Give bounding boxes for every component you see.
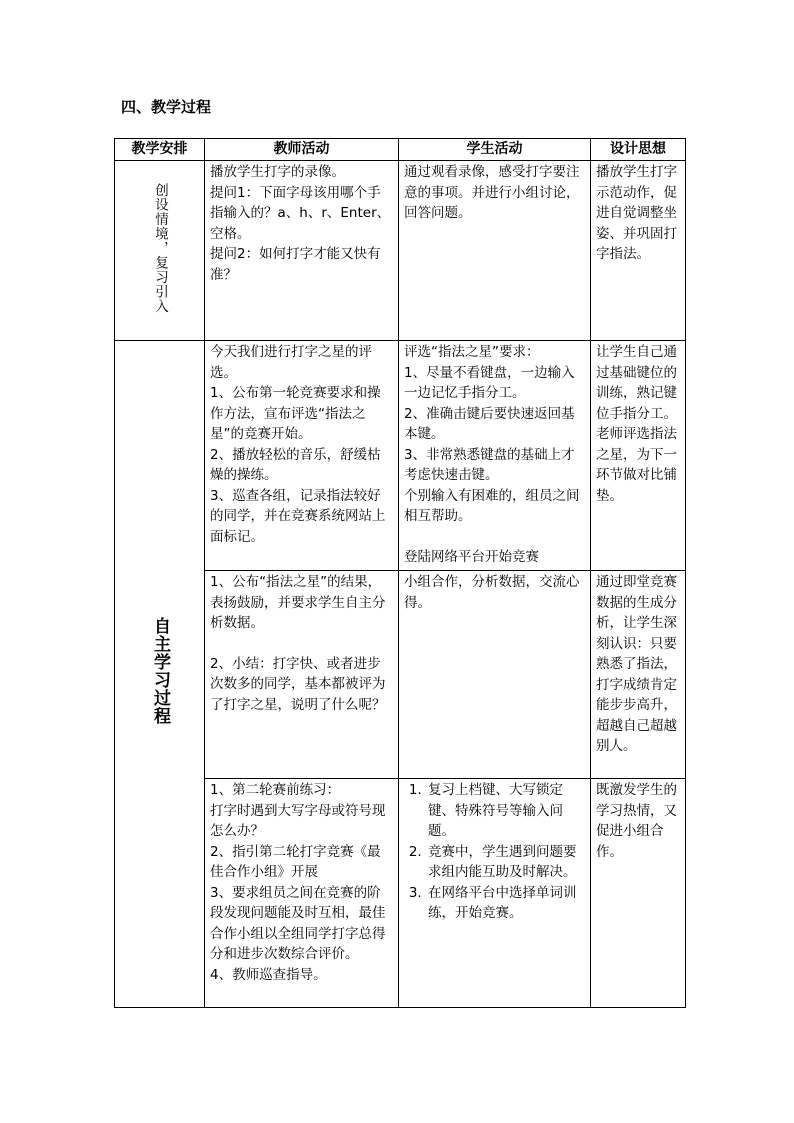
list-item: 2. 竞赛中，学生遇到问题要求组内能互助及时解决。 xyxy=(426,842,586,883)
teacher-line: 1、公布“指法之星”的结果，表扬鼓励，并要求学生自主分析数据。 xyxy=(210,574,386,631)
table-row xyxy=(115,161,686,341)
teacher-line: 1、第二轮赛前练习： xyxy=(210,782,341,798)
student-line: 登陆网络平台开始竞赛 xyxy=(404,548,539,565)
student-activity-cell xyxy=(399,341,591,571)
list-item: 1. 复习上档键、大写锁定键、特殊符号等输入问题。 xyxy=(426,780,586,842)
spacer xyxy=(210,634,394,654)
student-activity-cell xyxy=(399,779,591,1008)
student-line: 通过观看录像，感受打字要注意的事项。并进行小组讨论，回答问题。 xyxy=(404,164,580,221)
stage-label: 自主学习过程 xyxy=(150,617,170,726)
teacher-activity-cell xyxy=(205,161,399,341)
header-arrangement: 教学安排 xyxy=(115,139,205,161)
list-item: 3. 在网络平台中选择单词训练，开始竞赛。 xyxy=(426,883,586,924)
teacher-line: 今天我们进行打字之星的评选。 xyxy=(210,344,372,381)
student-line: 2、准确击键后要快速返回基本键。 xyxy=(404,405,575,442)
table-row xyxy=(115,341,686,571)
student-line: 评选“指法之星”要求： xyxy=(404,344,540,360)
design-idea-cell xyxy=(591,571,686,779)
teacher-line: 4、教师巡查指导。 xyxy=(210,966,327,983)
design-line: 播放学生打字示范动作，促进自觉调整坐姿、并巩固打字指法。 xyxy=(596,164,677,262)
student-numbered-list xyxy=(404,780,586,924)
teaching-process-table xyxy=(114,138,686,1008)
teacher-activity-cell xyxy=(205,571,399,779)
spacer xyxy=(404,527,586,547)
section-title: 四、教学过程 xyxy=(121,98,212,116)
stage-label-cell xyxy=(115,161,205,341)
teacher-line: 1、公布第一轮竞赛要求和操作方法，宣布评选“指法之星”的竞赛开始。 xyxy=(210,385,381,442)
table-header-row xyxy=(115,139,686,161)
student-line: 3、非常熟悉键盘的基础上才考虑快速击键。 xyxy=(404,446,575,483)
teacher-activity-cell xyxy=(205,341,399,571)
stage-label: 创设情境，复习引入 xyxy=(152,182,168,313)
teacher-line: 提问2：如何打字才能又快有准？ xyxy=(210,246,381,283)
design-idea-cell xyxy=(591,779,686,1008)
header-student-activity: 学生活动 xyxy=(399,139,591,161)
teacher-line: 2、小结：打字快、或者进步次数多的同学，基本都被评为了打字之星，说明了什么呢？ xyxy=(210,655,386,713)
stage-label-cell xyxy=(115,341,205,1008)
student-line: 小组合作，分析数据，交流心得。 xyxy=(404,574,580,611)
teacher-line: 播放学生打字的录像。 xyxy=(210,164,345,180)
student-line: 1、尽量不看键盘，一边输入一边记忆手指分工。 xyxy=(404,364,575,401)
teacher-line: 3、巡查各组，记录指法较好的同学，并在竞赛系统网站上面标记。 xyxy=(210,487,386,545)
teacher-activity-cell xyxy=(205,779,399,1008)
header-teacher-activity: 教师活动 xyxy=(205,139,399,161)
design-line: 既激发学生的学习热情，又促进小组合作。 xyxy=(596,782,677,860)
teacher-line: 3、要求组员之间在竞赛的阶段发现问题能及时互相，最佳合作小组以全组同学打字总得分和进步次数综合评价。 xyxy=(210,884,386,962)
student-activity-cell xyxy=(399,571,591,779)
student-activity-cell xyxy=(399,161,591,341)
design-idea-cell xyxy=(591,161,686,341)
design-idea-cell xyxy=(591,341,686,571)
teacher-line: 提问1：下面字母该用哪个手指输入的？a、h、r、Enter、空格。 xyxy=(210,184,391,242)
teacher-line: 2、指引第二轮打字竞赛《最佳合作小组》开展 xyxy=(210,843,381,880)
header-design-idea: 设计思想 xyxy=(591,139,686,161)
design-line: 通过即堂竞赛数据的生成分析，让学生深刻认识：只要熟悉了指法，打字成绩肯定能步步高升，超越自己超越别人。 xyxy=(596,574,677,754)
teacher-line: 打字时遇到大写字母或符号现怎么办？ xyxy=(210,802,386,839)
student-line: 个别输入有困难的，组员之间相互帮助。 xyxy=(404,487,580,524)
design-line: 让学生自己通过基础键位的训练，熟记键位手指分工。老师评选指法之星，为下一环节做对比铺垫。 xyxy=(596,344,677,504)
teacher-line: 2、播放轻松的音乐，舒缓枯燥的操练。 xyxy=(210,446,381,483)
